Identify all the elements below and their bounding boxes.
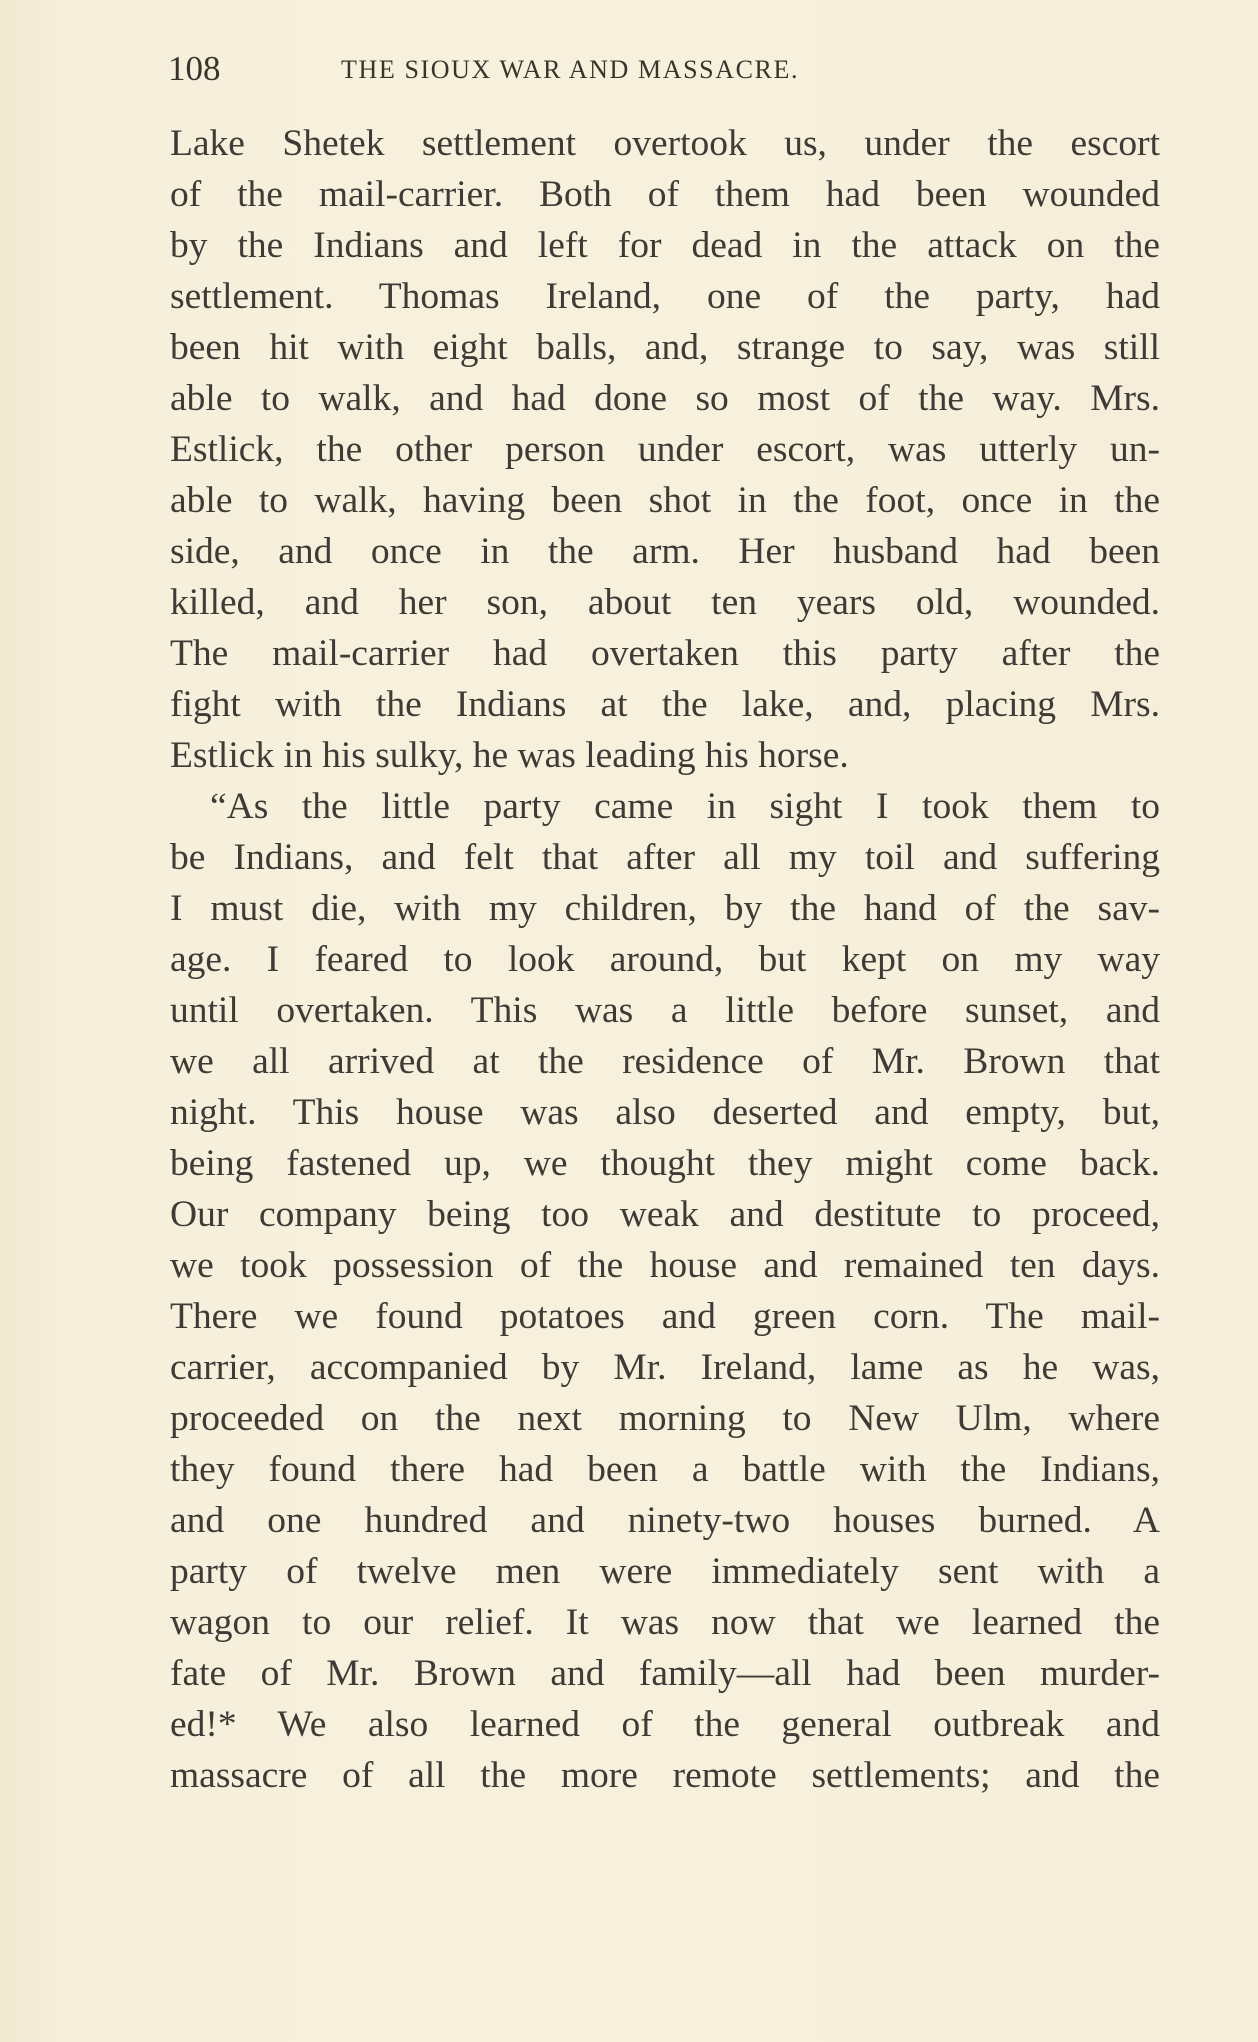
text-line: fight with the Indians at the lake, and, placing Mrs. [170, 684, 1160, 725]
text-line: Lake Shetek settlement overtook us, under the escort [170, 123, 1160, 164]
running-head: THE SIOUX WAR AND MASSACRE. [341, 55, 800, 84]
text-line: I must die, with my children, by the hand of the sav- [170, 888, 1160, 929]
text-line: Estlick, the other person under escort, was utterly un- [170, 429, 1160, 470]
text-line: killed, and her son, about ten years old, wounded. [170, 582, 1160, 623]
text-line: age. I feared to look around, but kept on my way [170, 939, 1160, 980]
text-line: by the Indians and left for dead in the attack on the [170, 225, 1160, 266]
text-line: and one hundred and ninety-two houses burned. A [170, 1500, 1160, 1541]
text-line: be Indians, and felt that after all my toil and suffering [170, 837, 1160, 878]
text-line: The mail-carrier had overtaken this party after the [170, 633, 1160, 674]
text-line: we all arrived at the residence of Mr. Brown that [170, 1041, 1160, 1082]
text-line: proceeded on the next morning to New Ulm, where [170, 1398, 1160, 1439]
text-line: Estlick in his sulky, he was leading his horse. [170, 735, 849, 776]
text-line: carrier, accompanied by Mr. Ireland, lame as he was, [170, 1347, 1160, 1388]
text-line: night. This house was also deserted and empty, but, [170, 1092, 1160, 1133]
text-line: of the mail-carrier. Both of them had been wounded [170, 174, 1160, 215]
page-number: 108 [168, 49, 221, 88]
text-line: able to walk, having been shot in the foot, once in the [170, 480, 1160, 521]
body-text [170, 118, 1160, 1801]
text-line: Our company being too weak and destitute to proceed, [170, 1194, 1160, 1235]
text-line: party of twelve men were immediately sent with a [170, 1551, 1160, 1592]
text-line: we took possession of the house and remained ten days. [170, 1245, 1160, 1286]
text-line: able to walk, and had done so most of the way. Mrs. [170, 378, 1160, 419]
text-line: ed!* We also learned of the general outbreak and [170, 1704, 1160, 1745]
text-line: they found there had been a battle with the Indians, [170, 1449, 1160, 1490]
text-line: until overtaken. This was a little before sunset, and [170, 990, 1160, 1031]
text-line: There we found potatoes and green corn. The mail- [170, 1296, 1160, 1337]
text-line: being fastened up, we thought they might come back. [170, 1143, 1160, 1184]
text-line: settlement. Thomas Ireland, one of the party, had [170, 276, 1160, 317]
text-line: side, and once in the arm. Her husband had been [170, 531, 1160, 572]
text-line: fate of Mr. Brown and family—all had been murder- [170, 1653, 1160, 1694]
page-header [168, 44, 1158, 94]
text-line: wagon to our relief. It was now that we learned the [170, 1602, 1160, 1643]
text-line: been hit with eight balls, and, strange to say, was still [170, 327, 1160, 368]
text-line: massacre of all the more remote settlements; and the [170, 1755, 1160, 1796]
text-line: “As the little party came in sight I took them to [210, 786, 1160, 827]
